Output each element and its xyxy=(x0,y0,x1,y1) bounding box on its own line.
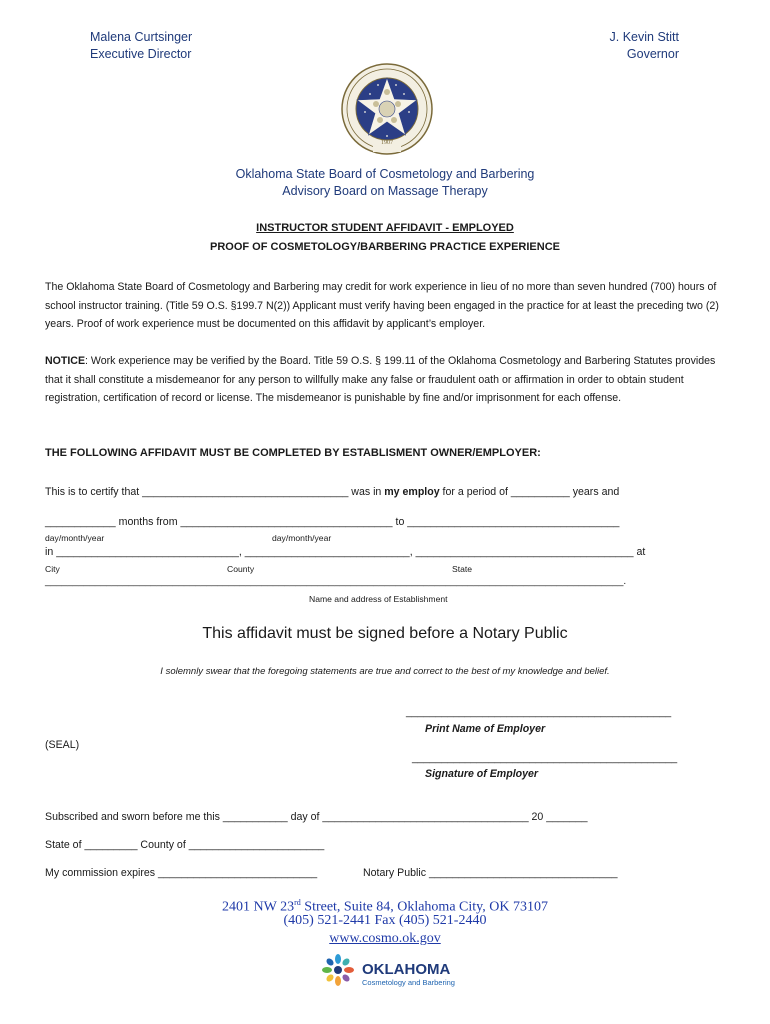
notary-heading: This affidavit must be signed before a Notary Public xyxy=(202,625,568,642)
certify-text-pre: This is to certify that ___________________________________ was in xyxy=(45,486,385,498)
governor-name: J. Kevin Stitt xyxy=(609,30,679,44)
city-label: City xyxy=(45,564,60,574)
logo-name: OKLAHOMA xyxy=(362,961,451,978)
website-link[interactable]: www.cosmo.ok.gov xyxy=(329,931,441,946)
address-post: Street, Suite 84, Oklahoma City, OK 73107 xyxy=(300,899,548,915)
address-sup: rd xyxy=(294,898,301,907)
governor-title: Governor xyxy=(626,47,679,61)
swear-statement: I solemnly swear that the foregoing statements are true and correct to the best of my knowledge and belief. xyxy=(160,666,610,677)
footer-phone: (405) 521-2441 Fax (405) 521-2440 xyxy=(283,913,487,928)
location-line[interactable]: in _______________________________, ____________________________, _____________________________________ at xyxy=(45,546,646,558)
commission-line[interactable]: My commission expires ___________________________ xyxy=(45,867,318,879)
address-pre: 2401 NW 23 xyxy=(222,899,295,915)
notice-paragraph xyxy=(45,352,725,408)
state-county-line[interactable]: State of _________ County of _______________________ xyxy=(45,839,325,851)
footer-website-wrap xyxy=(0,930,770,947)
director-name: Malena Curtsinger xyxy=(90,30,193,44)
state-label: State xyxy=(452,564,473,574)
certify-text-post: for a period of __________ years and xyxy=(439,486,620,498)
seal-label: (SEAL) xyxy=(45,739,80,751)
to-date-label: day/month/year xyxy=(272,533,332,543)
advisory-board-name: Advisory Board on Massage Therapy xyxy=(282,184,488,198)
director-block xyxy=(90,29,192,63)
notice-text: : Work experience may be verified by the Board. Title 59 O.S. § 199.11 of the Oklahoma Cosmetology and Barbering Statutes provides that it shall constitute a misdemeanor for any person to willfully make any false or fraudulent oath or affirmation in order to obtain student registration, certification of record or license. The misdemeanor is punishable by fine and/or imprisonment for each offense. xyxy=(45,355,716,405)
seal-year: 1907 xyxy=(381,140,393,146)
certify-employ-bold: my employ xyxy=(384,486,440,498)
oklahoma-cosmetology-logo-icon xyxy=(316,952,458,988)
governor-block xyxy=(610,29,679,63)
agency-name: Oklahoma State Board of Cosmetology and Barbering xyxy=(235,167,535,181)
intro-paragraph: The Oklahoma State Board of Cosmetology and Barbering may credit for work experience in lieu of no more than seven hundred (700) hours of school instructor training. (Title 59 O.S. §199.7 N(2)) Applicant must verify having been engaged in the practice for at least the preceding two (2) years. Proof of work experience must be documented on this affidavit by applicant’s employer. xyxy=(45,281,719,331)
notary-public-line[interactable]: Notary Public ________________________________ xyxy=(363,867,618,879)
document-title: INSTRUCTOR STUDENT AFFIDAVIT - EMPLOYED xyxy=(256,222,514,234)
affidavit-section-heading: THE FOLLOWING AFFIDAVIT MUST BE COMPLETED BY ESTABLISMENT OWNER/EMPLOYER: xyxy=(45,447,541,459)
months-line[interactable]: ____________ months from ____________________________________ to ____________________________________ xyxy=(45,516,620,528)
establishment-label: Name and address of Establishment xyxy=(309,594,448,604)
notice-label: NOTICE xyxy=(45,355,86,367)
certify-line xyxy=(45,486,619,498)
print-name-line[interactable]: _____________________________________________ xyxy=(406,706,672,718)
from-date-label: day/month/year xyxy=(45,533,105,543)
county-label: County xyxy=(227,564,255,574)
print-name-label: Print Name of Employer xyxy=(425,723,546,735)
signature-label: Signature of Employer xyxy=(425,768,539,780)
subscribed-line[interactable]: Subscribed and sworn before me this ___________ day of ___________________________________ 20 _______ xyxy=(45,811,588,823)
document-subtitle: PROOF OF COSMETOLOGY/BARBERING PRACTICE EXPERIENCE xyxy=(210,241,560,253)
establishment-line[interactable]: ________________________________________________________________________________________________________. xyxy=(45,576,627,587)
director-title: Executive Director xyxy=(90,47,192,61)
signature-line[interactable]: _____________________________________________ xyxy=(412,752,678,764)
logo-tagline: Cosmetology and Barbering xyxy=(362,978,455,987)
